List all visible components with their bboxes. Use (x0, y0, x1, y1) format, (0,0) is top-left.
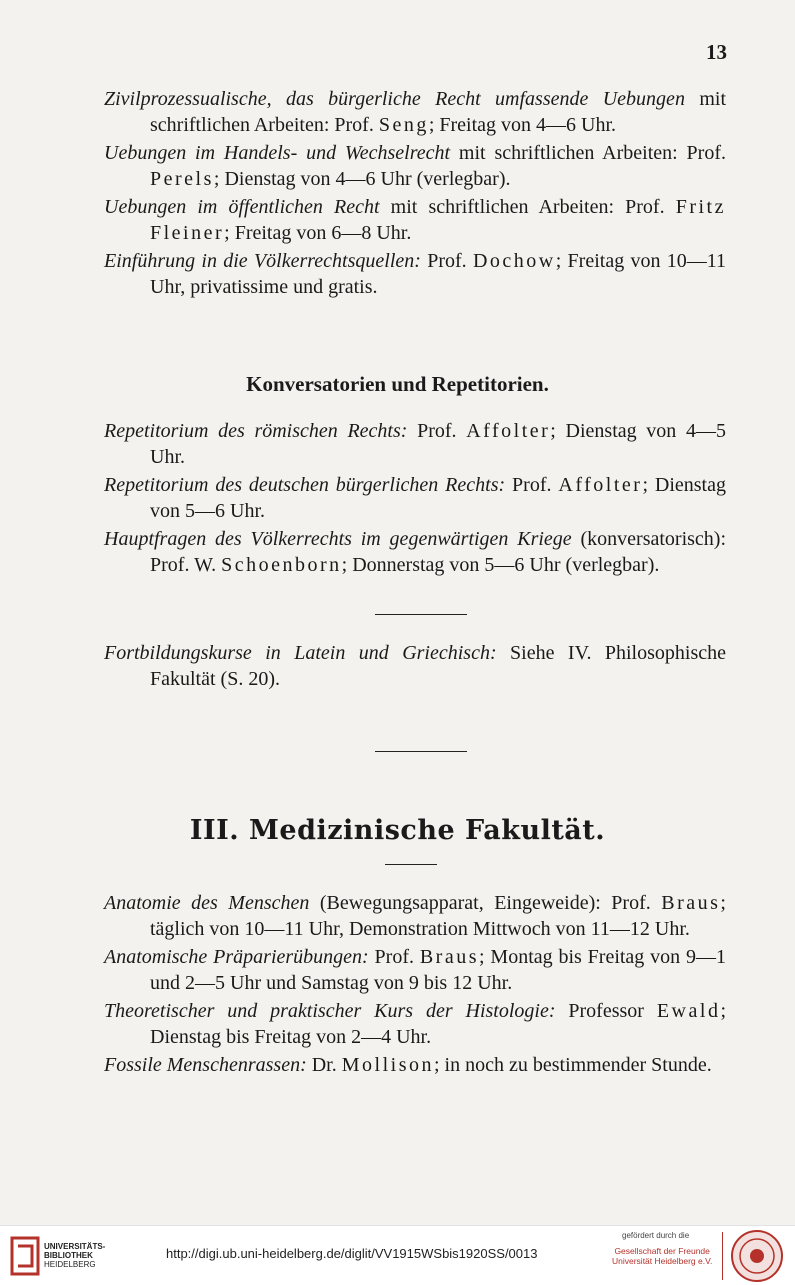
course-title: Uebungen im öffentlichen Recht (104, 196, 380, 218)
course-schedule: ; täglich von 10—11 Uhr, Demonstration Mittwoch von 11—12 Uhr. (150, 892, 726, 940)
course-title: Hauptfragen des Völkerrechts im gegenwärtigen Kriege (104, 528, 572, 550)
lecturer-name: Ewald (656, 1000, 721, 1022)
course-entry (104, 418, 726, 470)
lecturer-name: Dochow (472, 250, 556, 272)
course-details: Prof. (407, 420, 467, 442)
course-schedule: ; in noch zu bestimmender Stunde. (433, 1054, 712, 1076)
course-details: mit schriftlichen Arbeiten: Prof. (450, 142, 726, 164)
course-schedule: ; Donnerstag von 5—6 Uhr (verlegbar). (341, 554, 660, 576)
divider-rule (375, 751, 467, 752)
course-schedule: ; Dienstag von 4—5 Uhr. (150, 420, 726, 468)
course-entry (104, 140, 726, 192)
faculty-heading: III. Medizinische Fakultät. (189, 815, 606, 846)
library-logo-icon (10, 1236, 40, 1276)
course-title: Repetitorium des deutschen bürgerlichen Rechts: (104, 474, 506, 496)
course-entry (104, 998, 726, 1050)
lecturer-name: Braus (419, 946, 480, 968)
lecturer-name: Seng (378, 114, 429, 136)
sponsor-intro: gefördert durch die (622, 1231, 690, 1240)
page-number: 13 (706, 40, 727, 64)
digitization-footer (0, 1225, 795, 1285)
course-entry (104, 640, 726, 692)
course-details: Prof. (505, 474, 559, 496)
divider-rule (385, 864, 437, 865)
library-name-line: BIBLIOTHEK (44, 1251, 93, 1260)
lecturer-name: Fritz Fleiner (150, 196, 726, 244)
course-schedule: ; Dienstag von 5—6 Uhr. (150, 474, 726, 522)
course-list-medicine (104, 890, 726, 1080)
lecturer-name: Mollison (341, 1054, 434, 1076)
course-schedule: ; Dienstag von 4—6 Uhr (verlegbar). (213, 168, 511, 190)
course-entry (104, 1052, 726, 1078)
course-title: Uebungen im Handels- und Wechselrecht (104, 142, 451, 164)
course-schedule: ; Freitag von 10—11 Uhr, privatissime und gratis. (150, 250, 727, 298)
course-title: Repetitorium des römischen Rechts: (104, 420, 408, 442)
course-entry (104, 194, 726, 246)
course-details: Professor (555, 1000, 657, 1022)
course-details: Prof. (368, 946, 420, 968)
course-entry (104, 472, 726, 524)
course-title: Einführung in die Völkerrechtsquellen: (104, 250, 421, 272)
course-details: (Bewegungsapparat, Eingeweide): Prof. (309, 892, 662, 914)
course-entry (104, 86, 726, 138)
course-details: Prof. (420, 250, 473, 272)
lecturer-name: Schoenborn (221, 554, 342, 576)
course-title: Anatomische Präparierübungen: (104, 946, 369, 968)
course-entry (104, 526, 726, 578)
permalink-url[interactable]: http://digi.ub.uni-heidelberg.de/diglit/VV1915WSbis1920SS/0013 (166, 1246, 538, 1261)
library-name-line: HEIDELBERG (44, 1260, 96, 1269)
course-title: Fossile Menschenrassen: (104, 1054, 307, 1076)
sponsor-name-line: Gesellschaft der Freunde (614, 1246, 710, 1256)
sponsor-name (612, 1246, 712, 1266)
divider-rule (375, 614, 467, 615)
section-heading-konversatorien: Konversatorien und Repetitorien. (246, 372, 549, 396)
lecturer-name: Braus (661, 892, 721, 914)
course-schedule: ; Dienstag bis Freitag von 2—4 Uhr. (150, 1000, 726, 1048)
course-title: Anatomie des Menschen (104, 892, 310, 914)
course-details: mit schriftlichen Arbeiten: Prof. (379, 196, 676, 218)
course-title: Zivilprozessualische, das bürgerliche Recht umfassende Uebungen (104, 88, 685, 110)
course-schedule: ; Freitag von 6—8 Uhr. (224, 222, 412, 244)
course-entry (104, 248, 726, 300)
lecturer-name: Affolter (466, 420, 551, 442)
course-list-repetitorien (104, 418, 726, 580)
course-schedule: ; Freitag von 4—6 Uhr. (428, 114, 617, 136)
course-details: (konversatorisch): Prof. W. (150, 528, 727, 576)
course-schedule: ; Montag bis Freitag von 9—1 und 2—5 Uhr und Samstag von 9 bis 12 Uhr. (150, 946, 726, 994)
sponsor-name-line: Universität Heidelberg e.V. (612, 1256, 713, 1266)
library-name-line: UNIVERSITÄTS- (44, 1242, 106, 1251)
footer-divider (722, 1232, 723, 1280)
course-entry (104, 944, 726, 996)
lecturer-name: Affolter (558, 474, 643, 496)
lecturer-name: Perels (150, 168, 214, 190)
course-title: Theoretischer und praktischer Kurs der Histologie: (104, 1000, 556, 1022)
course-list-law-exercises (104, 86, 726, 302)
course-entry (104, 890, 726, 942)
course-title: Fortbildungskurse in Latein und Griechisch: (104, 642, 497, 664)
library-name (44, 1242, 105, 1269)
course-details: Dr. (306, 1054, 342, 1076)
university-seal-icon (730, 1229, 784, 1283)
course-details: mit schriftlichen Arbeiten: Prof. (150, 88, 726, 136)
course-list-further-education (104, 640, 726, 694)
course-details: Siehe IV. Philosophische Fakultät (S. 20). (150, 642, 726, 690)
